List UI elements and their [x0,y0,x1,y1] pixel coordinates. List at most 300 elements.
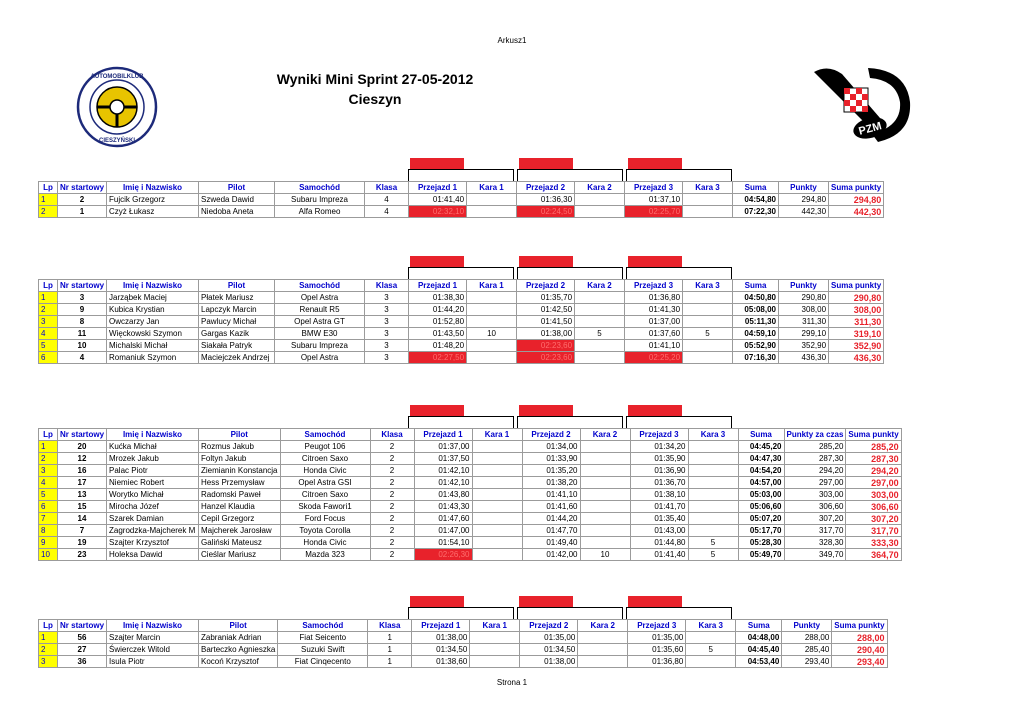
table-cell: 294,80 [829,194,884,206]
table-cell: 13 [58,489,107,501]
tariff-value [410,596,464,607]
svg-text:PZM: PZM [857,120,884,138]
table-cell [578,656,628,668]
table-cell: 01:43,80 [414,489,472,501]
table-row [39,194,884,206]
column-header: Przejazd 2 [517,182,575,194]
table-cell: 01:37,60 [625,328,683,340]
table-cell: Citroen Saxo [280,489,370,501]
przejazd-header [626,267,732,279]
table-cell: 01:42,00 [522,549,580,561]
table-cell: 1 [368,644,412,656]
table-cell: 442,30 [829,206,884,218]
table-cell [575,206,625,218]
column-header: Przejazd 1 [412,620,470,632]
svg-text:AUTOMOBILKLUB: AUTOMOBILKLUB [90,74,144,80]
table-cell: Citroen Saxo [280,453,370,465]
table-cell: 01:33,90 [522,453,580,465]
table-cell: Opel Astra GT [275,316,365,328]
table-cell: 01:41,40 [409,194,467,206]
table-cell: Kućka Michał [107,441,199,453]
table-cell [575,316,625,328]
tariff-value [628,256,682,267]
column-header: Kara 3 [688,429,738,441]
przejazd-header [517,169,623,181]
results-table [38,279,884,364]
table-cell [683,194,733,206]
table-cell: 442,30 [779,206,829,218]
table-cell [467,340,517,352]
table-cell: 5 [688,537,738,549]
table-cell [472,453,522,465]
column-header: Nr startowy [58,429,107,441]
przejazd-header [626,416,732,428]
table-cell: Romaniuk Szymon [107,352,199,364]
table-cell: 293,40 [782,656,832,668]
table-cell: Owczarzy Jan [107,316,199,328]
table-cell: Opel Astra GSI [280,477,370,489]
table-cell [467,304,517,316]
tariff-value [628,405,682,416]
table-cell: 5 [39,489,58,501]
pzm-logo-icon [808,62,914,146]
table-cell [575,194,625,206]
table-cell: 15 [58,501,107,513]
column-header: Kara 1 [470,620,520,632]
table-cell: Mirocha Józef [107,501,199,513]
column-header: Kara 2 [578,620,628,632]
table-cell: 27 [58,644,107,656]
column-header: Imię i Nazwisko [107,182,199,194]
table-cell: 04:45,20 [738,441,784,453]
table-cell: 11 [58,328,107,340]
table-cell: 8 [39,525,58,537]
column-header: Przejazd 1 [414,429,472,441]
column-header: Przejazd 3 [625,280,683,292]
table-cell: Pawlucy Michał [199,316,275,328]
table-cell: 04:45,40 [736,644,782,656]
automobilklub-logo-icon [76,66,158,148]
table-cell: Cieślar Mariusz [199,549,280,561]
table-cell: 2 [370,501,414,513]
column-header: Imię i Nazwisko [107,429,199,441]
table-row [39,453,902,465]
table-header-row [39,620,888,632]
table-cell: Płatek Mariusz [199,292,275,304]
table-cell: 349,70 [784,549,846,561]
table-cell: 01:42,10 [414,465,472,477]
table-cell [688,477,738,489]
table-cell: Isula Piotr [107,656,199,668]
column-header: Przejazd 2 [517,280,575,292]
column-header: Przejazd 2 [522,429,580,441]
table-cell: 01:52,80 [409,316,467,328]
table-cell: Toyota Corolla [280,525,370,537]
table-row [39,441,902,453]
table-header-row [39,280,884,292]
table-cell: 02:23,60 [517,352,575,364]
table-cell: 3 [365,292,409,304]
table-cell: 01:38,00 [520,656,578,668]
table-cell: 364,70 [846,549,901,561]
table-cell: 05:17,70 [738,525,784,537]
tariff-value [410,405,464,416]
table-cell: 01:35,60 [628,644,686,656]
table-cell: 07:16,30 [733,352,779,364]
table-cell: 1 [58,206,107,218]
table-cell: 01:43,00 [630,525,688,537]
table-cell: 9 [39,537,58,549]
table-cell: 4 [365,194,409,206]
table-cell: 436,30 [829,352,884,364]
table-cell [472,549,522,561]
table-cell: 4 [39,477,58,489]
column-header: Kara 2 [575,280,625,292]
tariff-value [410,256,464,267]
table-cell: 05:28,30 [738,537,784,549]
column-header: Imię i Nazwisko [107,280,199,292]
column-header: Suma [733,280,779,292]
tariff-value [519,158,573,169]
table-cell: 288,00 [782,632,832,644]
table-cell: Worytko Michał [107,489,199,501]
table-cell: 05:52,90 [733,340,779,352]
table-cell [688,525,738,537]
page-subtitle: Cieszyn [348,91,402,107]
table-cell [578,632,628,644]
column-header: Kara 1 [467,280,517,292]
table-cell [580,465,630,477]
table-cell: Hanzel Klaudia [199,501,280,513]
table-cell: 311,30 [779,316,829,328]
table-cell: 01:48,20 [409,340,467,352]
table-cell: Honda Civic [280,537,370,549]
table-cell: Galiński Mateusz [199,537,280,549]
table-cell: 3 [58,292,107,304]
table-cell: 02:32,10 [409,206,467,218]
table-cell: 2 [39,304,58,316]
table-cell: Peugot 106 [280,441,370,453]
column-header: Pilot [199,429,280,441]
table-cell: Suzuki Swift [278,644,368,656]
table-cell [580,537,630,549]
table-cell: 02:25,20 [625,352,683,364]
column-header: Lp [39,182,58,194]
table-cell: 285,40 [782,644,832,656]
table-cell: 297,00 [784,477,846,489]
table-cell: 02:25,70 [625,206,683,218]
table-cell: 01:54,10 [414,537,472,549]
table-cell: Renault R5 [275,304,365,316]
table-cell: BMW E30 [275,328,365,340]
table-cell: 23 [58,549,107,561]
table-cell: Fiat Cinqecento [278,656,368,668]
table-cell [467,194,517,206]
table-cell: 299,10 [779,328,829,340]
table-cell: 04:54,20 [738,465,784,477]
table-cell: 01:34,20 [630,441,688,453]
column-header: Klasa [365,182,409,194]
table-cell [683,292,733,304]
sheet-header: Arkusz1 [497,36,527,45]
table-cell [688,465,738,477]
table-cell: Maciejczek Andrzej [199,352,275,364]
column-header: Suma [733,182,779,194]
table-cell: 07:22,30 [733,206,779,218]
table-cell: 01:36,80 [625,292,683,304]
table-cell: 01:44,80 [630,537,688,549]
table-cell: 01:43,50 [409,328,467,340]
column-header: Pilot [199,182,275,194]
table-cell: 01:37,00 [414,441,472,453]
table-cell [575,340,625,352]
table-cell: 317,70 [846,525,901,537]
table-cell: 01:44,20 [522,513,580,525]
przejazd-header [408,607,514,619]
table-cell: Mazda 323 [280,549,370,561]
table-cell: 1 [39,194,58,206]
table-cell: 1 [39,632,58,644]
table-cell: 01:37,50 [414,453,472,465]
table-cell: Więckowski Szymon [107,328,199,340]
table-cell: 01:47,60 [414,513,472,525]
table-cell: 04:50,80 [733,292,779,304]
column-header: Lp [39,620,58,632]
table-cell: 04:57,00 [738,477,784,489]
tariff-value [519,256,573,267]
table-cell: 14 [58,513,107,525]
table-cell: Ford Focus [280,513,370,525]
przejazd-header [626,169,732,181]
table-cell: 19 [58,537,107,549]
table-cell: 01:34,00 [522,441,580,453]
table-cell: 01:38,20 [522,477,580,489]
tariff-value [628,158,682,169]
table-cell: 3 [365,304,409,316]
column-header: Przejazd 3 [628,620,686,632]
column-header: Kara 1 [467,182,517,194]
results-table [38,428,902,561]
table-cell: 307,20 [784,513,846,525]
table-cell: 3 [365,316,409,328]
table-cell: 288,00 [832,632,887,644]
table-cell: Ziemianin Konstancja [199,465,280,477]
table-cell: 36 [58,656,107,668]
results-table [38,619,888,668]
table-row [39,292,884,304]
table-cell: 3 [365,340,409,352]
table-cell: Szweda Dawid [199,194,275,206]
table-cell: 290,80 [829,292,884,304]
table-cell: Palac Piotr [107,465,199,477]
page-title: Wyniki Mini Sprint 27-05-2012 [276,71,474,87]
table-cell: 308,00 [829,304,884,316]
table-cell: 285,20 [784,441,846,453]
table-cell: 01:35,90 [630,453,688,465]
table-row [39,549,902,561]
table-cell [683,352,733,364]
table-cell: 01:44,20 [409,304,467,316]
table-cell [470,644,520,656]
column-header: Pilot [199,620,278,632]
table-cell: Foltyn Jakub [199,453,280,465]
table-cell: 7 [39,513,58,525]
column-header: Kara 3 [683,280,733,292]
table-cell: 328,30 [784,537,846,549]
table-cell: Zagrodzka-Majcherek M [107,525,199,537]
table-cell: Fujcik Grzegorz [107,194,199,206]
table-cell: 01:36,80 [628,656,686,668]
column-header: Przejazd 3 [625,182,683,194]
table-cell: 01:36,70 [630,477,688,489]
column-header: Klasa [365,280,409,292]
table-cell: Subaru Impreza [275,194,365,206]
table-cell [472,513,522,525]
table-cell: 04:59,10 [733,328,779,340]
table-cell: 311,30 [829,316,884,328]
table-row [39,489,902,501]
table-cell: 01:41,60 [522,501,580,513]
table-cell: 290,80 [779,292,829,304]
table-cell: 2 [370,453,414,465]
table-cell: 293,40 [832,656,887,668]
table-cell [580,477,630,489]
table-cell: 05:49,70 [738,549,784,561]
table-cell [467,352,517,364]
table-cell [467,316,517,328]
table-cell [688,501,738,513]
table-cell: 3 [39,465,58,477]
table-cell: 01:41,70 [630,501,688,513]
results-table [38,181,884,218]
table-cell: Majcherek Jarosław [199,525,280,537]
table-cell: 4 [365,206,409,218]
table-cell: 5 [686,644,736,656]
table-cell [472,537,522,549]
table-cell: 294,80 [779,194,829,206]
przejazd-header [626,607,732,619]
table-cell: 2 [370,489,414,501]
table-cell: Gargas Kazik [199,328,275,340]
table-cell: 01:38,10 [630,489,688,501]
table-cell: 5 [575,328,625,340]
table-cell: 352,90 [779,340,829,352]
column-header: Imię i Nazwisko [107,620,199,632]
table-cell: 6 [39,501,58,513]
column-header: Nr startowy [58,182,107,194]
table-cell: 20 [58,441,107,453]
table-cell: Fiat Seicento [278,632,368,644]
table-cell: 02:24,50 [517,206,575,218]
przejazd-header [408,416,514,428]
table-cell: 05:07,20 [738,513,784,525]
table-cell: 3 [365,352,409,364]
table-cell: 352,90 [829,340,884,352]
table-cell: 01:38,00 [517,328,575,340]
column-header: Punkty [779,182,829,194]
table-cell [688,489,738,501]
table-cell [683,340,733,352]
table-cell: 294,20 [784,465,846,477]
table-cell: 4 [58,352,107,364]
table-cell: 16 [58,465,107,477]
table-cell [580,453,630,465]
table-cell: Skoda Fawori1 [280,501,370,513]
table-cell: 01:41,40 [630,549,688,561]
column-header: Klasa [370,429,414,441]
column-header: Suma [736,620,782,632]
table-cell: 3 [39,316,58,328]
table-cell: Hess Przemysław [199,477,280,489]
table-cell: 56 [58,632,107,644]
table-cell: 306,60 [846,501,901,513]
column-header: Lp [39,280,58,292]
table-cell: Radomski Paweł [199,489,280,501]
table-cell: 01:35,00 [520,632,578,644]
table-cell: Mrozek Jakub [107,453,199,465]
table-cell [580,525,630,537]
table-cell: 2 [370,537,414,549]
table-cell: 01:41,10 [522,489,580,501]
table-cell: 04:47,30 [738,453,784,465]
table-cell: 01:43,30 [414,501,472,513]
table-cell: Szajter Krzysztof [107,537,199,549]
table-cell: Michalski Michał [107,340,199,352]
table-cell: 01:38,30 [409,292,467,304]
table-header-row [39,429,902,441]
table-cell: 04:54,80 [733,194,779,206]
column-header: Lp [39,429,58,441]
table-cell [467,292,517,304]
table-cell [683,316,733,328]
table-cell: 308,00 [779,304,829,316]
table-cell: 5 [688,549,738,561]
table-cell [472,525,522,537]
table-cell [688,441,738,453]
table-cell: 303,00 [846,489,901,501]
table-cell: 10 [58,340,107,352]
column-header: Suma punkty [832,620,887,632]
table-cell: 17 [58,477,107,489]
table-cell: 1 [39,441,58,453]
column-header: Przejazd 1 [409,182,467,194]
table-cell: Barteczko Agnieszka [199,644,278,656]
table-cell: 297,00 [846,477,901,489]
column-header: Suma punkty [829,280,884,292]
table-cell [683,304,733,316]
table-cell: 2 [58,194,107,206]
table-cell [470,632,520,644]
table-cell: 333,30 [846,537,901,549]
table-cell: 307,20 [846,513,901,525]
table-cell: 01:36,90 [630,465,688,477]
table-cell: 05:11,30 [733,316,779,328]
table-cell: 01:35,00 [628,632,686,644]
table-cell: 9 [58,304,107,316]
table-cell: Holeksa Dawid [107,549,199,561]
svg-text:CIESZYŃSKI: CIESZYŃSKI [98,138,136,144]
column-header: Samochód [280,429,370,441]
column-header: Punkty za czas [784,429,846,441]
column-header: Nr startowy [58,280,107,292]
table-cell [575,352,625,364]
table-cell: 6 [39,352,58,364]
column-header: Kara 1 [472,429,522,441]
table-cell: 4 [39,328,58,340]
table-cell [575,304,625,316]
table-cell: 01:41,10 [625,340,683,352]
table-cell: 319,10 [829,328,884,340]
